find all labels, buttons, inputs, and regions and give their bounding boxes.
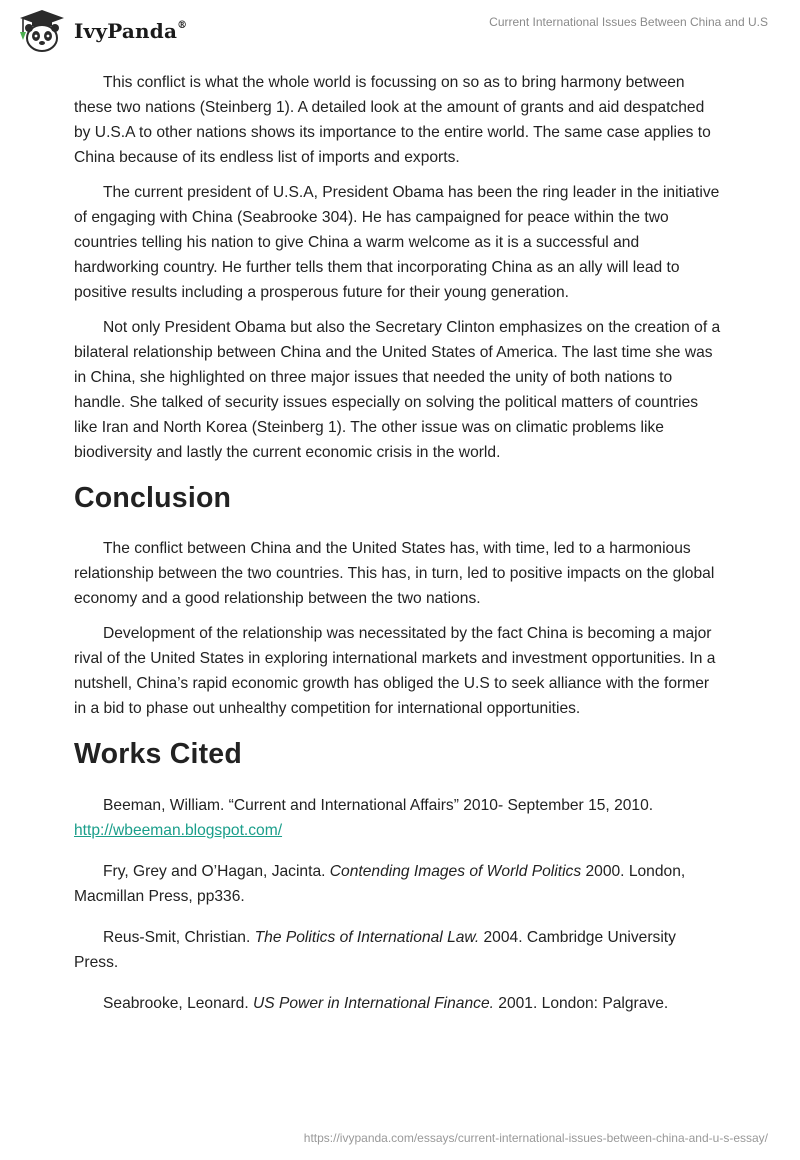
body-paragraph-3: Not only President Obama but also the Secretary Clinton emphasizes on the creation of a bilateral relationship between China and the United States of America. The last time she was in China, she highlighted on three major issues that needed the unity of both nations to handle. She talked of security issues especially on solving the political matters of countries like Iran and North Korea (Steinberg 1). The other issue was on climatic problems like biodiversity and lastly the current economic crisis in the world. <box>74 319 721 461</box>
citation-text: 2000. London, Macmillan Press, pp336. <box>74 863 686 905</box>
citation-text: 2004. Cambridge University Press. <box>74 929 676 971</box>
ivypanda-logo[interactable] <box>14 8 187 54</box>
body-paragraph-2: The current president of U.S.A, President Obama has been the ring leader in the initiative of engaging with China (Seabrooke 304). He has campaigned for peace within the two countries telling his nation to give China a warm welcome as it is a successful and hardworking country. He further tells them that incorporating China as an ally will lead to positive results including a prosperous future for their young generation. <box>74 184 720 301</box>
page-header <box>0 0 800 60</box>
citation-text: Beeman, William. “Current and International Affairs” 2010- September 15, 2010. <box>103 797 654 814</box>
logo-text: IvyPanda® <box>74 19 188 43</box>
essay-content <box>74 70 724 1032</box>
conclusion-paragraph-2: Development of the relationship was necessitated by the fact China is becoming a major rival of the United States in exploring international markets and investment opportunities. In a nutshell, China’s rapid economic growth has obliged the U.S to seek alliance with the former in a bid to phase out unhealthy competition for international opportunities. <box>74 625 716 717</box>
citation-text: Reus-Smit, Christian. <box>103 929 255 946</box>
works-cited-heading: Works Cited <box>74 738 242 770</box>
citation-title: Contending Images of World Politics <box>329 863 582 880</box>
conclusion-heading: Conclusion <box>74 482 232 514</box>
citation-link[interactable]: http://wbeeman.blogspot.com/ <box>74 822 283 839</box>
registered-mark: ® <box>177 20 188 32</box>
citation-reus-smit <box>74 925 724 975</box>
citation-seabrooke <box>74 991 724 1016</box>
citation-title: The Politics of International Law. <box>254 929 480 946</box>
citation-text: 2001. London: Palgrave. <box>493 995 669 1012</box>
citation-title: US Power in International Finance. <box>252 995 494 1012</box>
panda-logo-icon <box>14 8 70 54</box>
document-title: Current International Issues Between China and U.S <box>489 15 768 29</box>
citation-beeman <box>74 793 724 843</box>
citation-fry <box>74 859 724 909</box>
conclusion-paragraph-1: The conflict between China and the United States has, with time, led to a harmonious relationship between the two countries. This has, in turn, led to positive impacts on the global economy and a good relationship between the two nations. <box>74 540 715 607</box>
footer-url[interactable]: https://ivypanda.com/essays/current-international-issues-between-china-and-u-s-essay/ <box>303 1131 768 1145</box>
citation-text: Seabrooke, Leonard. <box>103 995 253 1012</box>
citation-text: Fry, Grey and O’Hagan, Jacinta. <box>103 863 330 880</box>
body-paragraph-1: This conflict is what the whole world is focussing on so as to bring harmony between these two nations (Steinberg 1). A detailed look at the amount of grants and aid despatched by U.S.A to other nations shows its importance to the entire world. The same case applies to China because of its endless list of imports and exports. <box>74 74 711 166</box>
